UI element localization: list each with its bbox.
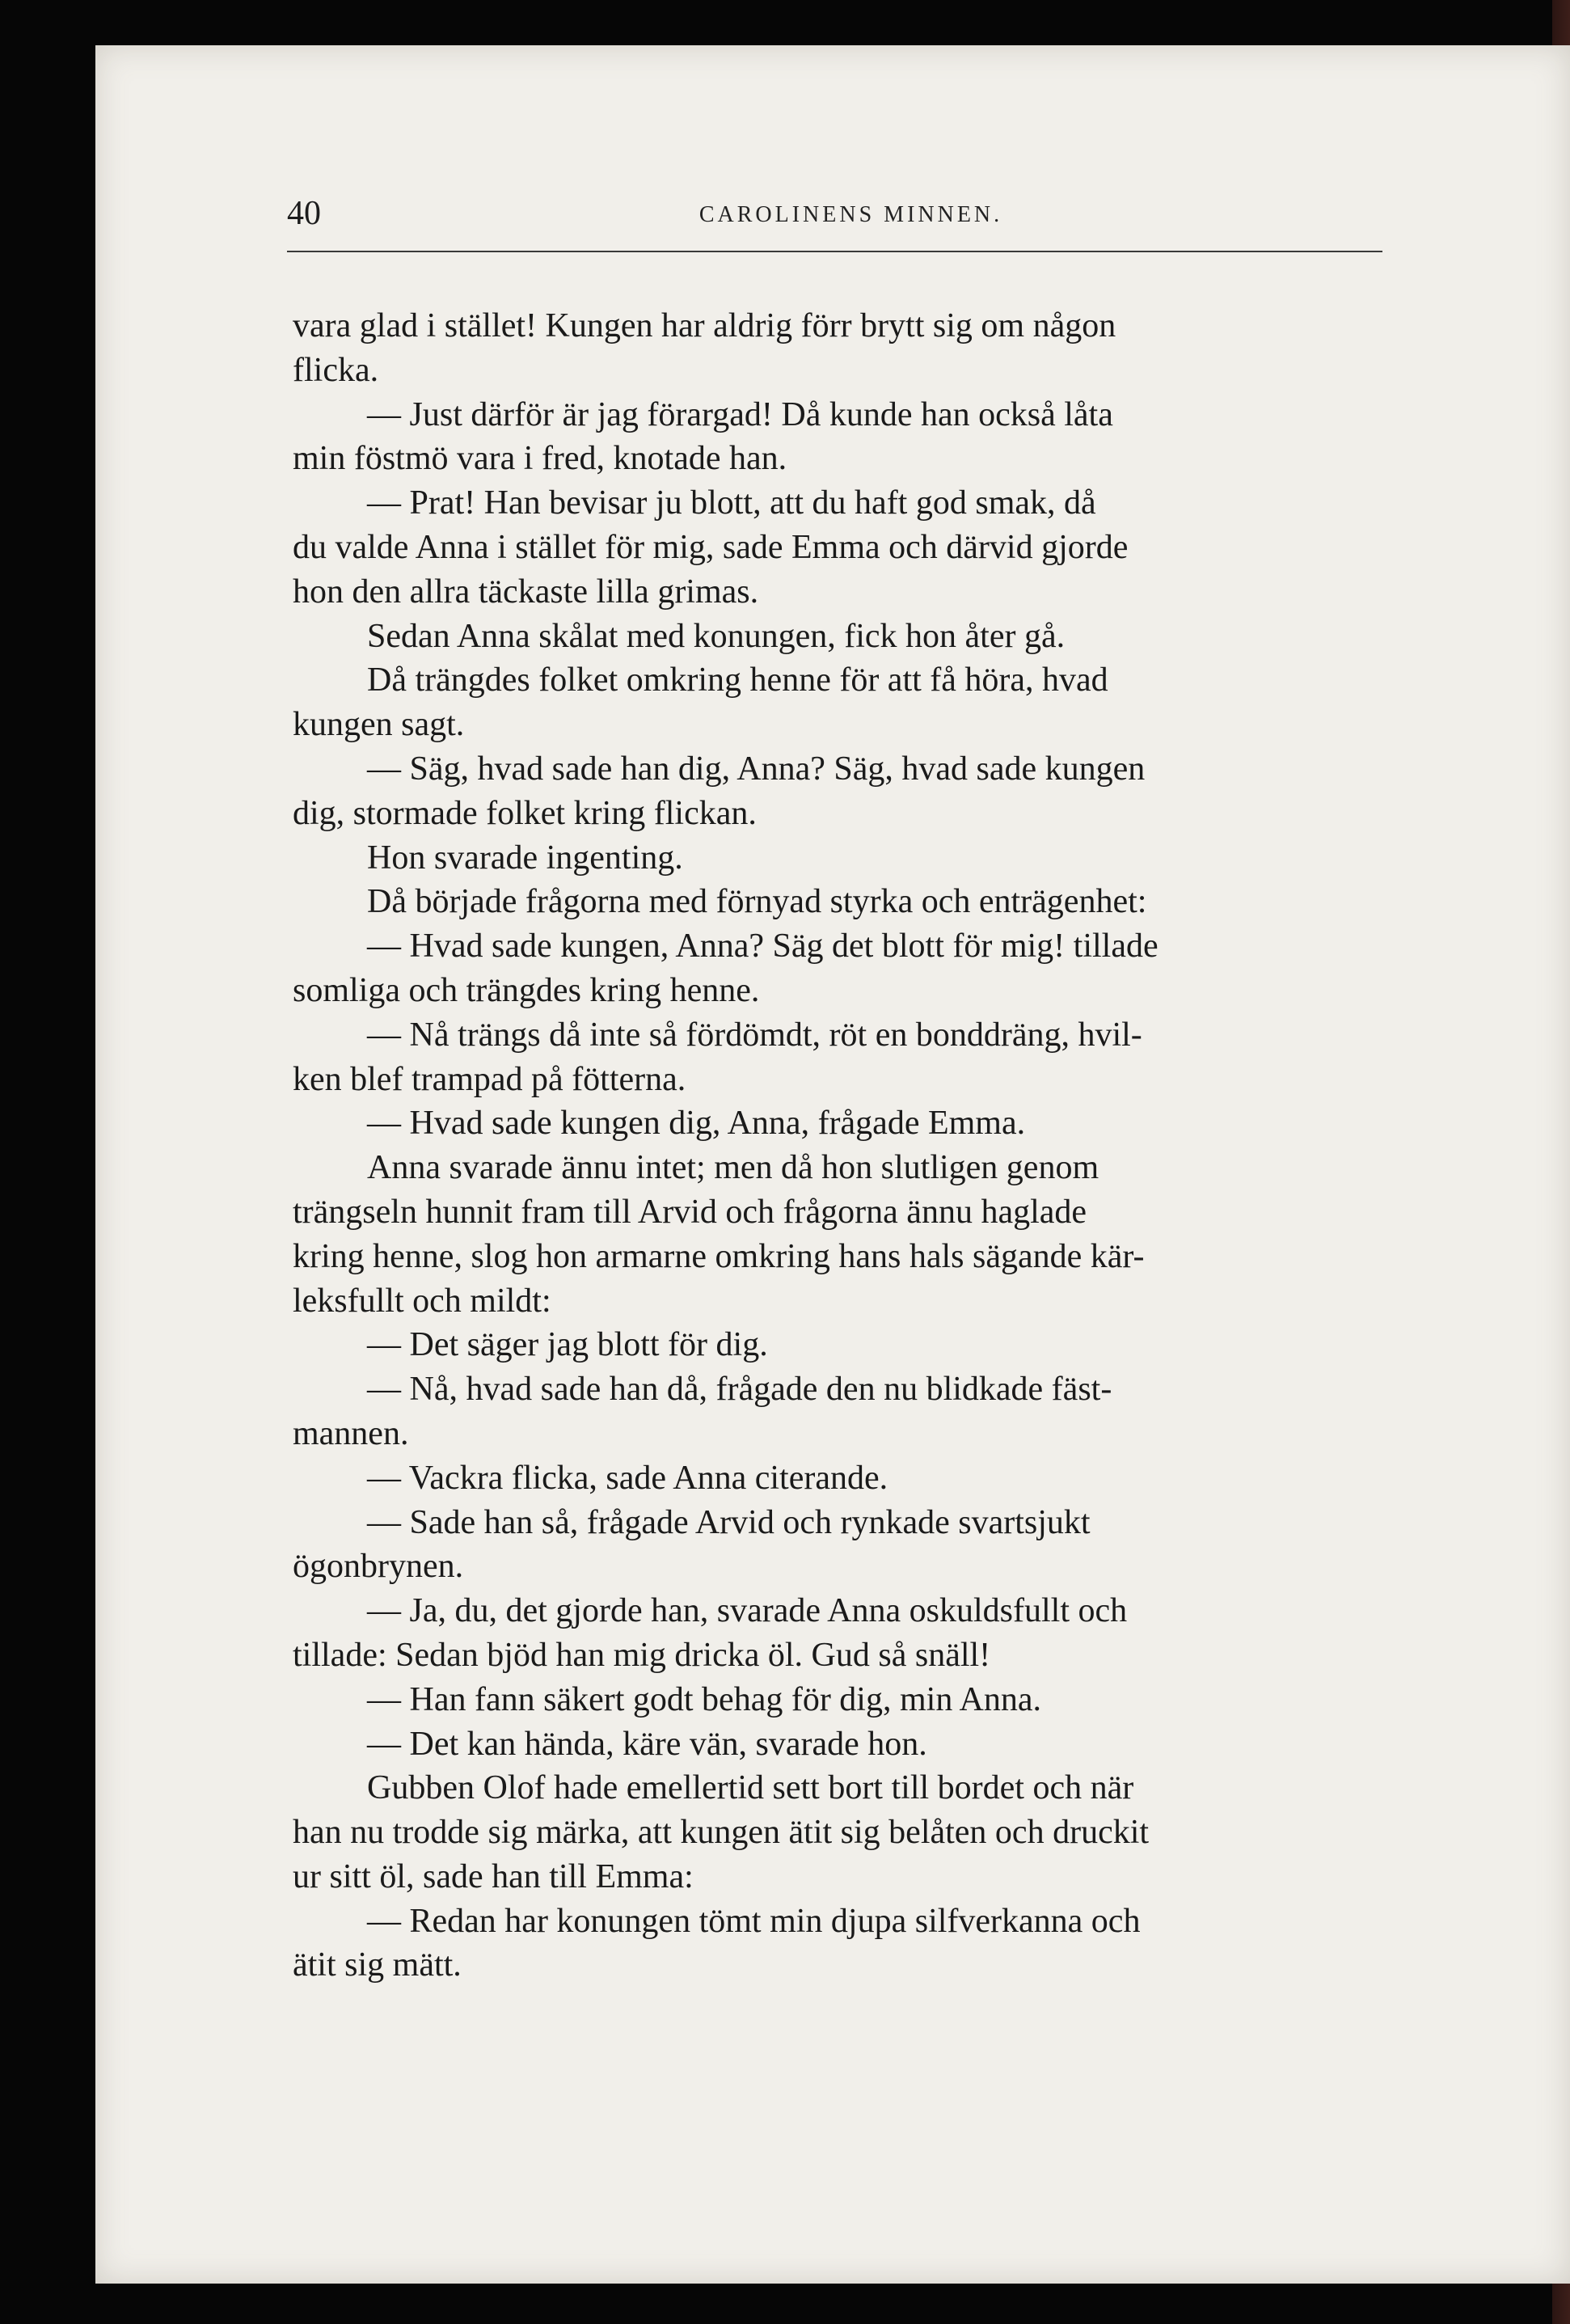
text-line: trängseln hunnit fram till Arvid och frågorna ännu haglade [293, 1193, 1087, 1231]
text-line: — Hvad sade kungen dig, Anna, frågade Emma. [367, 1105, 1026, 1143]
text-line: han nu trodde sig märka, att kungen ätit sig belåten och druckit [293, 1814, 1150, 1852]
text-line: Sedan Anna skålat med konungen, fick hon åter gå. [367, 617, 1066, 655]
text-line: min föstmö vara i fred, knotade han. [293, 440, 787, 478]
text-line: — Det kan hända, käre vän, svarade hon. [367, 1725, 927, 1763]
text-line: — Sade han så, frågade Arvid och rynkade svartsjukt [367, 1503, 1091, 1541]
text-line: ögonbrynen. [293, 1548, 464, 1586]
text-line: Hon svarade ingenting. [367, 839, 683, 877]
text-line: — Säg, hvad sade han dig, Anna? Säg, hvad sade kungen [367, 750, 1146, 788]
text-line: kungen sagt. [293, 706, 465, 744]
text-line: — Redan har konungen tömt min djupa silfverkanna och [367, 1902, 1141, 1940]
text-line: du valde Anna i stället för mig, sade Emma och därvid gjorde [293, 528, 1129, 566]
page-number: 40 [287, 195, 321, 232]
text-line: — Hvad sade kungen, Anna? Säg det blott för mig! tillade [367, 927, 1159, 966]
text-line: somliga och trängdes kring henne. [293, 971, 760, 1009]
text-line: — Prat! Han bevisar ju blott, att du haft god smak, då [367, 484, 1096, 522]
text-line: tillade: Sedan bjöd han mig dricka öl. Gud så snäll! [293, 1636, 991, 1674]
text-line: Gubben Olof hade emellertid sett bort till bordet och när [367, 1769, 1134, 1807]
text-line: — Han fann säkert godt behag för dig, min Anna. [367, 1680, 1041, 1718]
text-line: Då trängdes folket omkring henne för att få höra, hvad [367, 661, 1108, 699]
text-line: Då började frågorna med förnyad styrka och enträgenhet: [367, 883, 1147, 921]
text-line: hon den allra täckaste lilla grimas. [293, 573, 759, 611]
text-line: — Just därför är jag förargad! Då kunde han också låta [367, 395, 1113, 433]
body-text [293, 304, 1399, 1988]
text-line: vara glad i stället! Kungen har aldrig förr brytt sig om någon [293, 307, 1116, 344]
text-line: — Nå trängs då inte så fördömdt, röt en bonddräng, hvil- [367, 1016, 1142, 1054]
text-line: dig, stormade folket kring flickan. [293, 794, 757, 832]
text-line: leksfullt och mildt: [293, 1282, 551, 1320]
text-line: — Det säger jag blott för dig. [367, 1326, 768, 1364]
text-line: kring henne, slog hon armarne omkring hans hals sägande kär- [293, 1237, 1145, 1275]
text-line: — Nå, hvad sade han då, frågade den nu blidkade fäst- [367, 1371, 1112, 1409]
text-line: — Vackra flicka, sade Anna citerande. [367, 1459, 888, 1497]
text-line: Anna svarade ännu intet; men då hon slutligen genom [367, 1149, 1099, 1187]
text-line: mannen. [293, 1414, 409, 1452]
page-header [287, 194, 1382, 252]
text-line: flicka. [293, 351, 379, 389]
text-line: ätit sig mätt. [293, 1946, 462, 1984]
text-line: ur sitt öl, sade han till Emma: [293, 1857, 694, 1895]
text-line: — Ja, du, det gjorde han, svarade Anna oskuldsfullt och [367, 1592, 1128, 1630]
text-line: ken blef trampad på fötterna. [293, 1060, 686, 1098]
running-head: CAROLINENS MINNEN. [698, 202, 1003, 227]
